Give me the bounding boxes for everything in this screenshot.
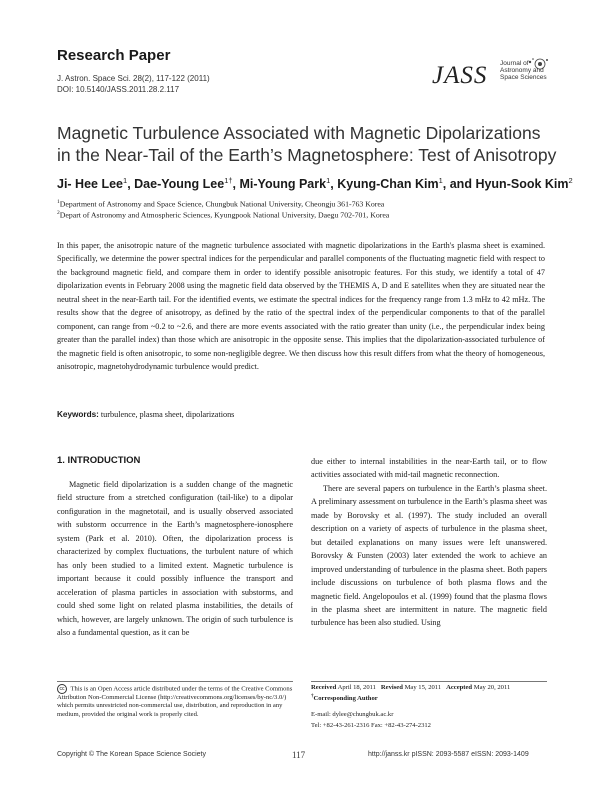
logo-subtitle: Journal of Astronomy and Space Sciences [500,60,547,81]
author-list: Ji- Hee Lee$^1$, Dae-Young Lee$^{1\dagger}$, Mi-Young Park$^1$, Kyung-Chan Kim$^1$, and Hyun-Sook Kim$^2$ [57,176,573,192]
doi-link[interactable]: DOI: 10.5140/JASS.2011.28.2.117 [57,85,180,94]
keywords-list: turbulence, plasma sheet, dipolarizations [100,410,235,419]
journal-logo [432,58,550,102]
footer-issn: http://janss.kr pISSN: 2093-5587 eISSN: 2093-1409 [368,751,529,758]
logo-wordmark: JASS [432,62,488,89]
author-affiliation-mark: 1† [224,176,233,185]
author-name: Ji- Hee Lee [57,177,124,192]
journal-citation: J. Astron. Space Sci. 28(2), 117-122 (2011) [57,74,210,83]
author-affiliation-mark: 1 [438,176,443,185]
author-phone: Tel: +82-43-261-2316 Fax: +82-43-274-2312 [311,722,431,729]
author-name: Mi-Young Park [239,177,327,192]
keywords-label: Keywords: [57,410,99,419]
received-dates: Received April 18, 2011 Revised May 15, 2011 Accepted May 20, 2011 [311,684,511,691]
section-heading: 1. INTRODUCTION [57,455,141,466]
author-affiliation-mark: 1 [326,176,331,185]
article-type-label: Research Paper [57,47,171,64]
author-name: Hyun-Sook Kim [475,177,569,192]
footer-copyright: Copyright © The Korean Space Science Society [57,751,206,758]
paragraph: Magnetic field dipolarization is a sudden change of the magnetic field structure from a stretched configuration (tail-like) to a dipolar configuration in the magnetotail, and is usually observed associated with substorm occurrence in the Earth’s magnetosphere-ionosphere system (Park et al. 2010). Often, the dipolarization process is characterized by complex fluctuations, the turbulent nature of which has only been studied to a limited extent. Magnetic turbulence is important because it could possibly influence the transport and acceleration of plasma particles in association with substorms, and could shed some light on related plasma instabilities, the details of which, however, are largely unknown. The origin of such turbulence is also a fundamental question, as it can be [57,480,293,637]
page-footer [0,751,600,767]
author-name: Dae-Young Lee [134,177,225,192]
divider [57,681,293,682]
paragraph: There are several papers on turbulence in the Earth’s plasma sheet. A preliminary assessment on turbulence in the Earth’s plasma sheet was made by Borovsky et al. (1997). The study included an overall description on a variety of aspects of turbulence in the plasma sheet, but detailed explanations on many issues were left unanswered. Borovsky & Funsten (2003) later extended the work to achieve an improved understanding of turbulence in the plasma sheet. Both papers include discussions on turbulence of both plasma flows and the magnetic field. Angelopoulos et al. (1999) found that the plasma flows in the plasma sheet are intermittent in nature. The magnetic field turbulence has been also studied. Using [311,483,547,628]
creative-commons-icon: cc [57,684,67,694]
body-column-left [57,478,293,639]
open-access-note: cc This is an Open Access article distributed under the terms of the Creative Commons Attribution Non-Commercial License (http://creativecommons.org/licenses/by-nc/3.0/) which permits unrestricted non-commercial use, distribution, and reproduction in any medium, provided the original work is properly cited. [57,685,293,718]
page-number: 117 [292,750,306,760]
paper-title: Magnetic Turbulence Associated with Magnetic Dipolarizations in the Near-Tail of the Earth’s Magnetosphere: Test of Anisotropy [57,123,557,165]
paragraph: due either to internal instabilities in the near-Earth tail, or to flow activities associated with mid-tail magnetic reconnection. [311,457,547,480]
keywords [57,410,545,419]
body-column-right [311,455,547,630]
author-name: Kyung-Chan Kim [337,177,439,192]
corresponding-author-label: †Corresponding Author [311,694,378,703]
abstract-text: In this paper, the anisotropic nature of the magnetic turbulence associated with magnetic dipolarizations in the Earth's plasma sheet is examined. Specifically, we determine the power spectral indices for the perpendicular and parallel components of the fluctuating magnetic field with respect to the background magnetic field, and compare them in order to identify possible anisotropic features. For this study, we identify a total of 47 dipolarization events in February 2008 using the magnetic field data observed by the THEMIS A, D and E satellites when they are situated near the neutral sheet in the near-Earth tail. For the identified events, we estimate the spectral indices for the frequency range from 1.3 mHz to 42 mHz. The results show that the degree of anisotropy, as defined by the ratio of the spectral index of the perpendicular components to that of the parallel component, can range from ~0.2 to ~2.6, and there are more events associated with the ratio greater than unity (i.e., the perpendicular index being greater than the parallel index) than those which are anisotropic in the opposite sense. This implies that the dipolarization-associated turbulence of the magnetic field is often anisotropic, to some non-negligible degree. We then discuss how this result differs from what the theory of homogeneous, anisotropic, magnetohydrodynamic turbulence would predict. [57,241,545,372]
affiliation-1: $^1$Department of Astronomy and Space Science, Chungbuk National University, Cheongju 361-763 Korea [57,199,385,209]
author-affiliation-mark: 1 [123,176,128,185]
divider [311,681,547,682]
author-affiliation-mark: 2 [568,176,573,185]
author-email[interactable]: E-mail: dylee@chungbuk.ac.kr [311,711,394,718]
affiliation-2: $^2$Depart of Astronomy and Atmospheric Sciences, Kyungpook National University, Daegu 702-701, Korea [57,210,390,220]
